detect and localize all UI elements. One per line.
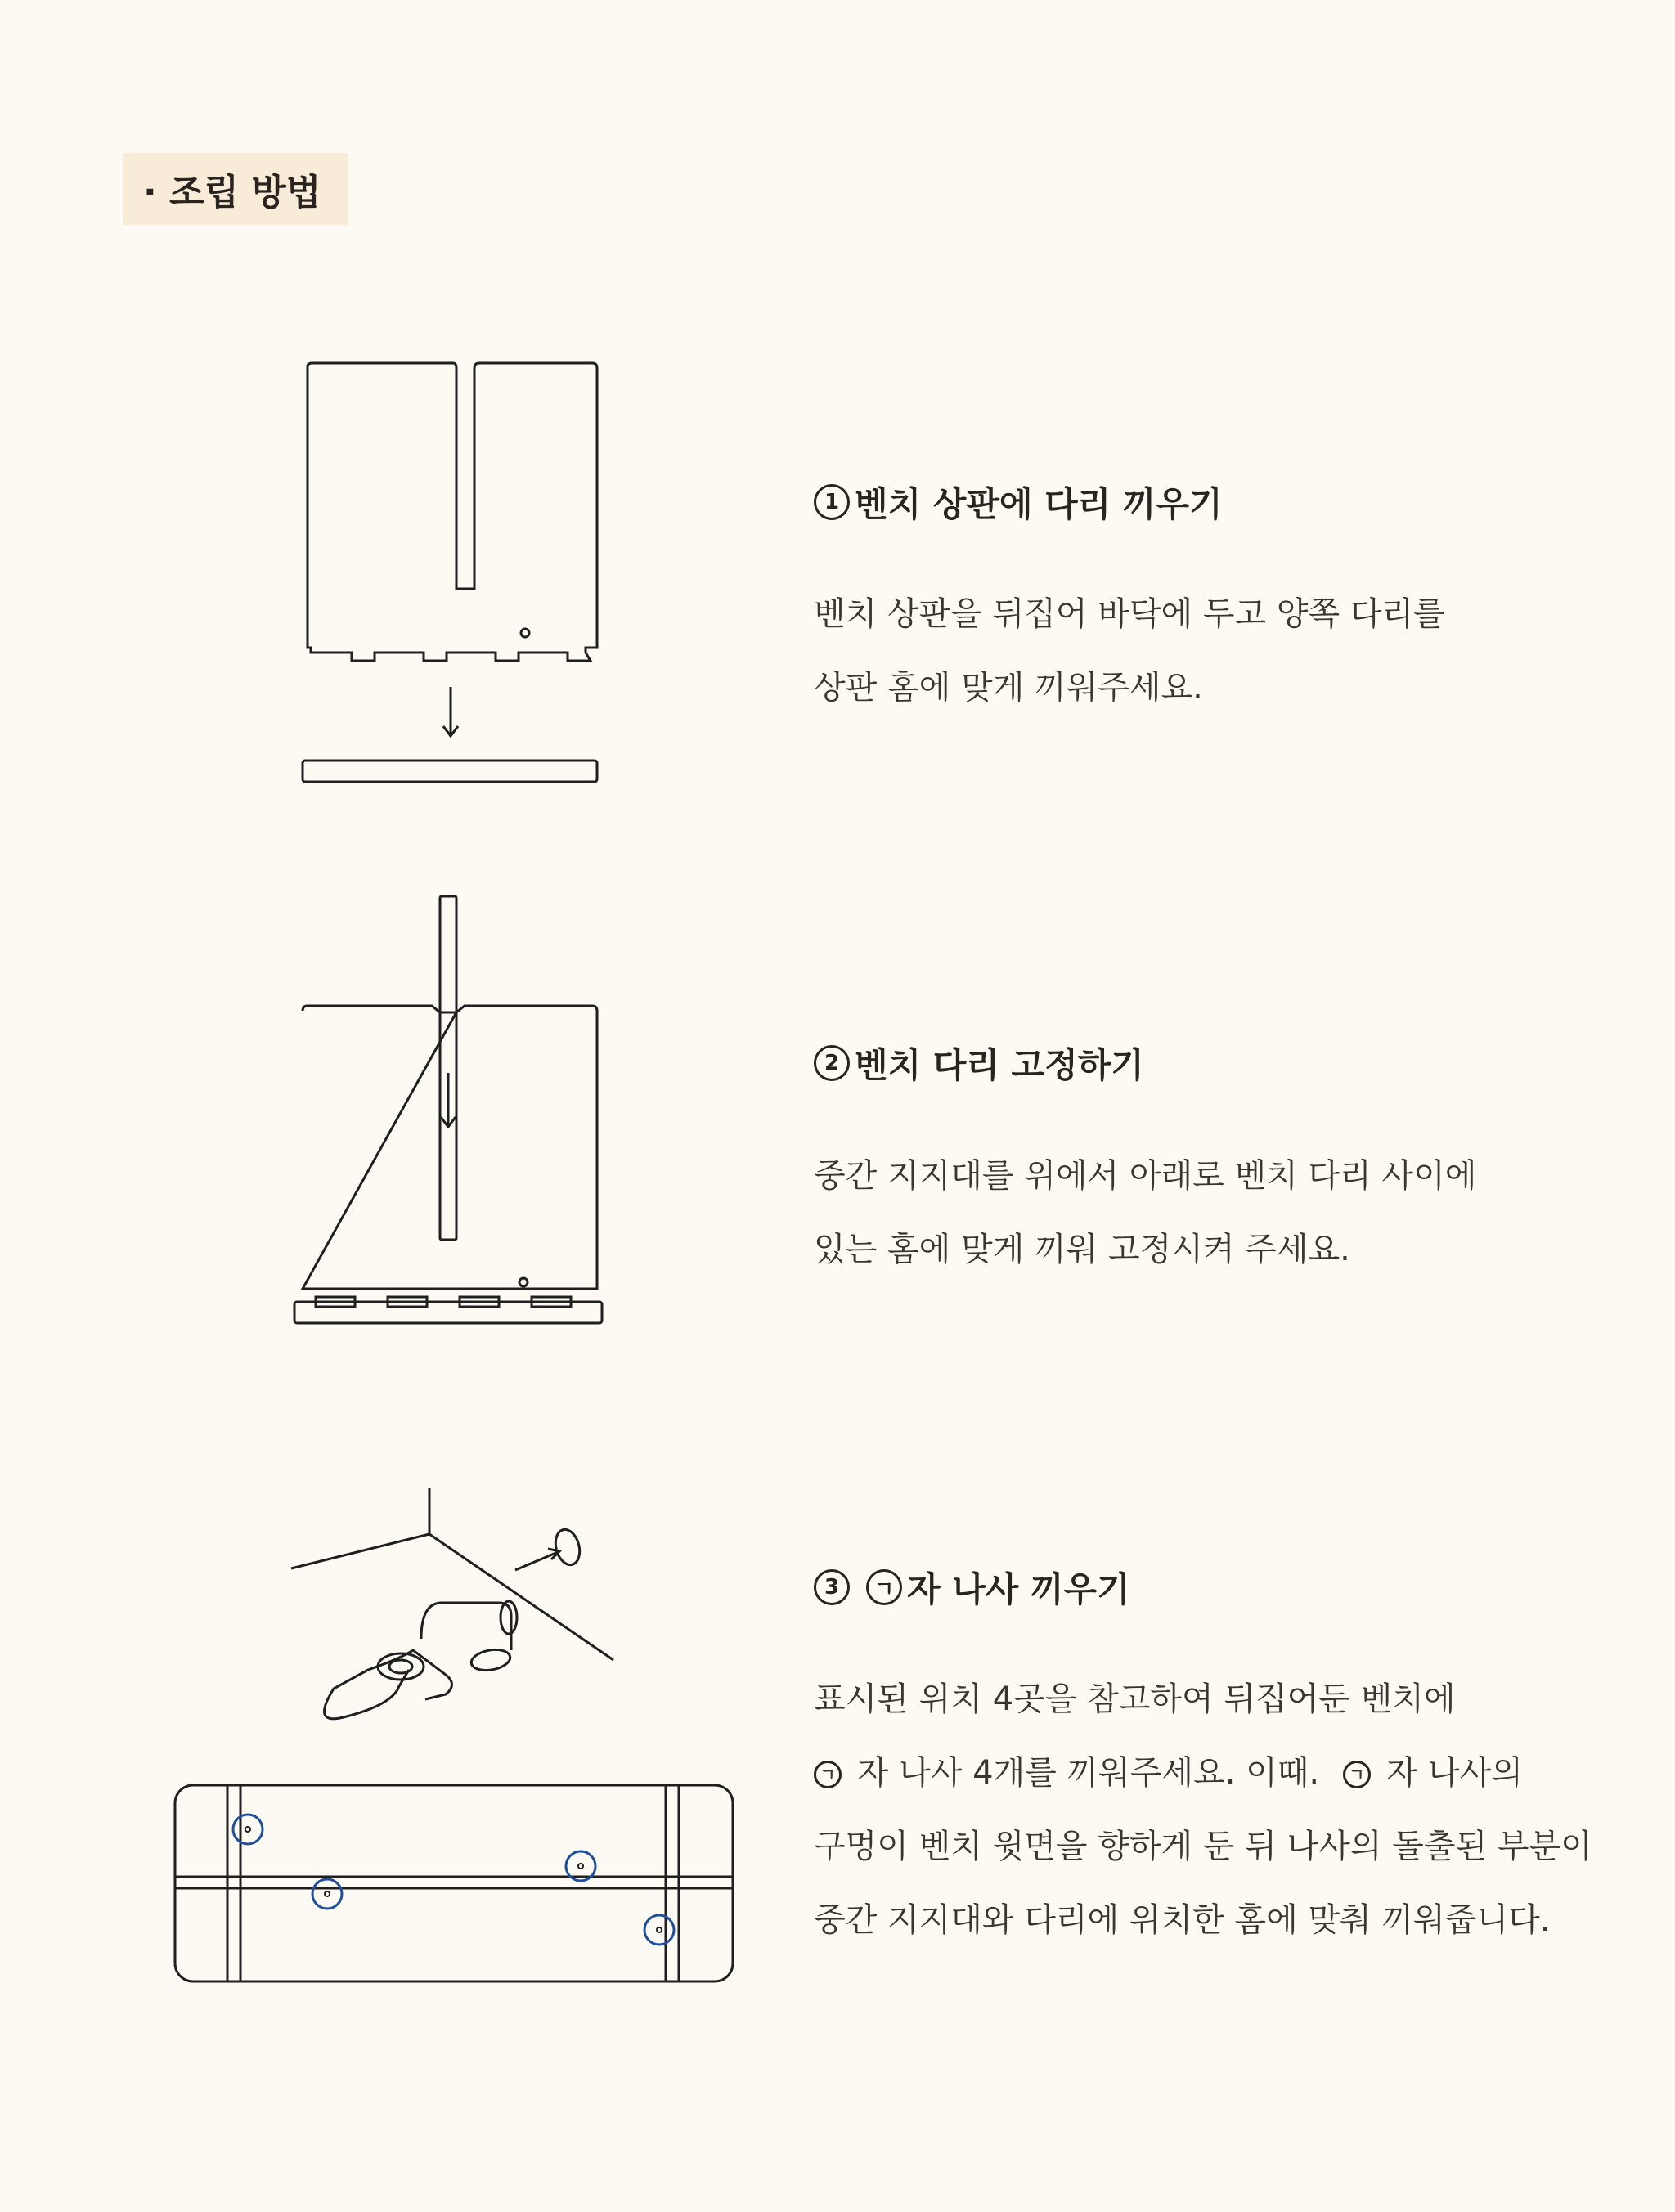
middle-support <box>440 896 456 1240</box>
giyeok-symbol-icon: ㄱ <box>866 1569 902 1605</box>
step2-desc <box>814 1139 1476 1286</box>
screw-position-marker <box>233 1815 263 1844</box>
step3-title <box>814 1563 1130 1612</box>
figure-step3-underside <box>172 1779 744 1991</box>
bench-top-board <box>294 1302 602 1323</box>
screw-shaft <box>421 1603 511 1650</box>
step3-line <box>814 1736 1592 1810</box>
hole-target <box>552 1527 583 1568</box>
step1-desc <box>814 577 1445 725</box>
figure-step3-screw <box>278 1480 622 1742</box>
bench-leg-outline <box>303 1006 597 1289</box>
step2-number-icon: 2 <box>814 1045 850 1081</box>
hole-mark <box>521 629 529 637</box>
screw-position-marker <box>644 1915 674 1945</box>
step3-number-icon: 3 <box>814 1569 850 1605</box>
figure-step2 <box>278 888 622 1330</box>
bench-top-outline <box>308 363 597 661</box>
section-title: · 조립 방법 <box>123 153 348 225</box>
step1-line: 상판 홈에 맞게 끼워주세요. <box>814 669 1203 707</box>
leg-board <box>303 761 597 782</box>
step1-title <box>814 478 1223 527</box>
step2-line: 있는 홈에 맞게 끼워 고정시켜 주세요. <box>814 1231 1350 1268</box>
arrow-line <box>515 1552 558 1570</box>
step1-title-text: 벤치 상판에 다리 끼우기 <box>855 484 1223 524</box>
step2-line: 중간 지지대를 위에서 아래로 벤치 다리 사이에 <box>814 1157 1477 1195</box>
step3-line: 구멍이 벤치 윗면을 향하게 둔 뒤 나사의 돌출된 부분이 <box>814 1828 1592 1865</box>
giyeok-symbol-icon: ㄱ <box>1343 1761 1371 1788</box>
step2-title-text: 벤치 다리 고정하기 <box>855 1045 1144 1085</box>
step3-desc <box>814 1662 1592 1957</box>
figure-step1 <box>278 352 622 793</box>
step3-title-text: 자 나사 끼우기 <box>907 1569 1130 1609</box>
step3-line-part: 자 나사 4개를 끼워주세요. 이때. <box>856 1754 1320 1792</box>
step3-line: 중간 지지대와 다리에 위치한 홈에 맞춰 끼워줍니다. <box>814 1901 1551 1939</box>
step1-number-icon: 1 <box>814 484 850 520</box>
step2-title <box>814 1039 1144 1088</box>
l-screw-body <box>324 1650 451 1719</box>
giyeok-symbol-icon: ㄱ <box>814 1761 842 1788</box>
step3-line: 표시된 위치 4곳을 참고하여 뒤집어둔 벤치에 <box>814 1680 1456 1718</box>
bench-underside <box>175 1785 733 1981</box>
step1-line: 벤치 상판을 뒤집어 바닥에 두고 양쪽 다리를 <box>814 595 1445 633</box>
step3-line-part: 자 나사의 <box>1385 1754 1523 1792</box>
screw-position-marker <box>312 1879 342 1909</box>
